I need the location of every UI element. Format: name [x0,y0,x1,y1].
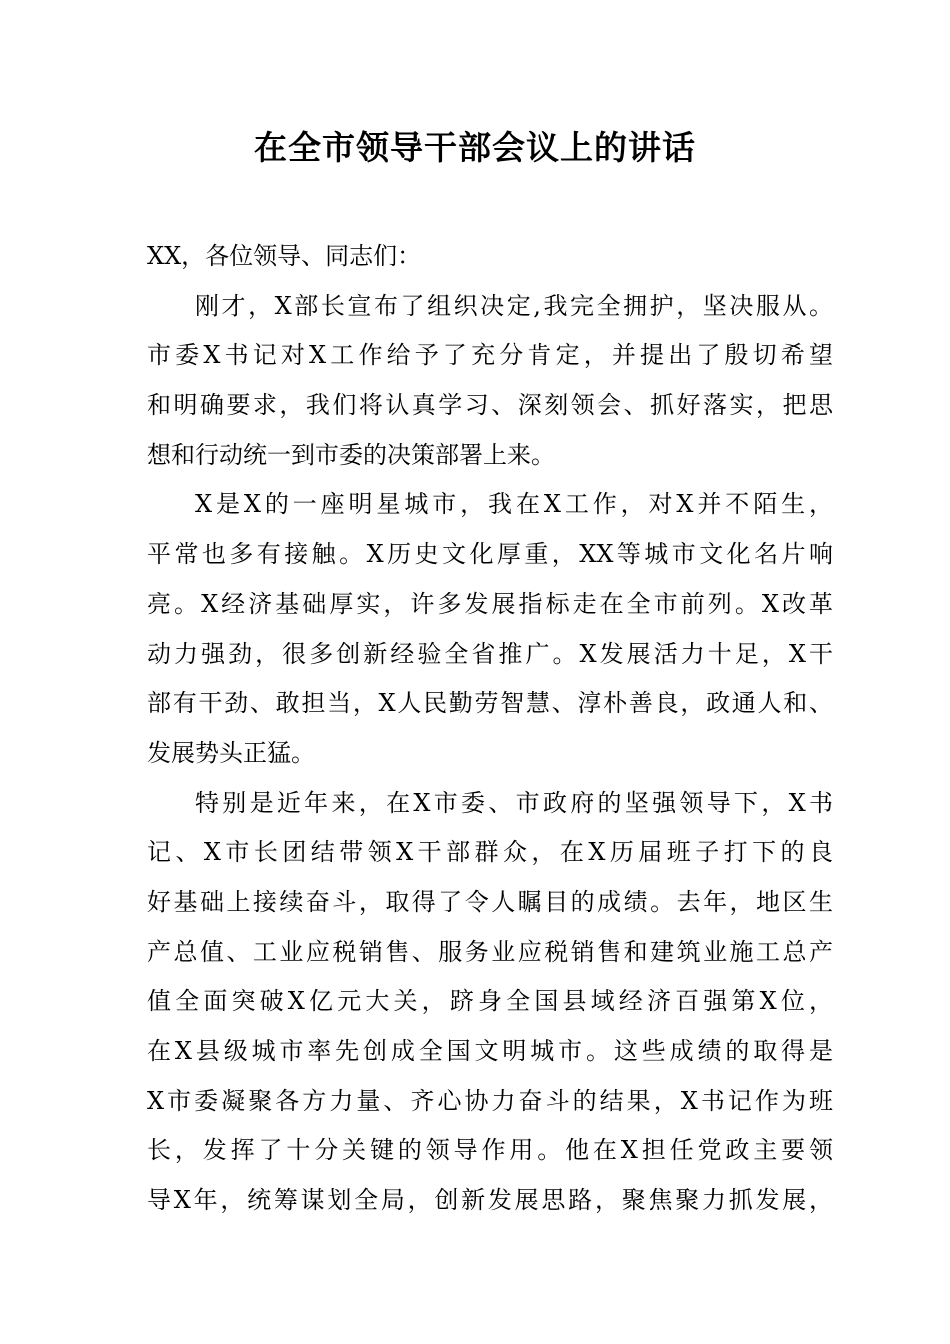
text-line: X是X的一座明星城市，我在X工作，对X并不陌生， [195,490,833,519]
text-line: 亮。X经济基础厚实，许多发展指标走在全市前列。X改革 [147,589,833,618]
document-title: 在全市领导干部会议上的讲话 [254,128,696,167]
text-line: 部有干劲、敢担当，X人民勤劳智慧、淳朴善良，政通人和、 [147,689,833,718]
text-line: X市委凝聚各方力量、齐心协力奋斗的结果，X书记作为班 [147,1086,833,1115]
text-line: 特别是近年来，在X市委、市政府的坚强领导下，X书 [195,788,833,817]
text-line: XX，各位领导、同志们： [147,242,422,270]
text-line: 刚才，X部长宣布了组织决定,我完全拥护，坚决服从。 [195,291,833,320]
text-line: 记、X市长团结带领X干部群众，在X历届班子打下的良 [147,838,833,867]
document-body [147,232,833,1226]
text-line: 发展势头正猛。 [147,738,315,767]
text-line: 产总值、工业应税销售、服务业应税销售和建筑业施工总产 [147,937,833,966]
text-line: 值全面突破X亿元大关，跻身全国县域经济百强第X位， [147,987,833,1016]
text-line: 平常也多有接触。X历史文化厚重，XX等城市文化名片响 [147,540,833,569]
text-line: 和明确要求，我们将认真学习、深刻领会、抓好落实，把思 [147,391,833,420]
text-line: 导X年，统筹谋划全局，创新发展思路，聚焦聚力抓发展， [147,1186,833,1215]
text-line: 好基础上接续奋斗，取得了令人瞩目的成绩。去年，地区生 [147,887,833,916]
text-line: 市委X书记对X工作给予了充分肯定，并提出了殷切希望 [147,341,833,370]
text-line: 动力强劲，很多创新经验全省推广。X发展活力十足，X干 [147,639,833,668]
text-line: 在X县级城市率先创成全国文明城市。这些成绩的取得是 [147,1037,833,1065]
text-line: 想和行动统一到市委的决策部署上来。 [147,440,555,469]
text-line: 长，发挥了十分关键的领导作用。他在X担任党政主要领 [147,1136,833,1165]
